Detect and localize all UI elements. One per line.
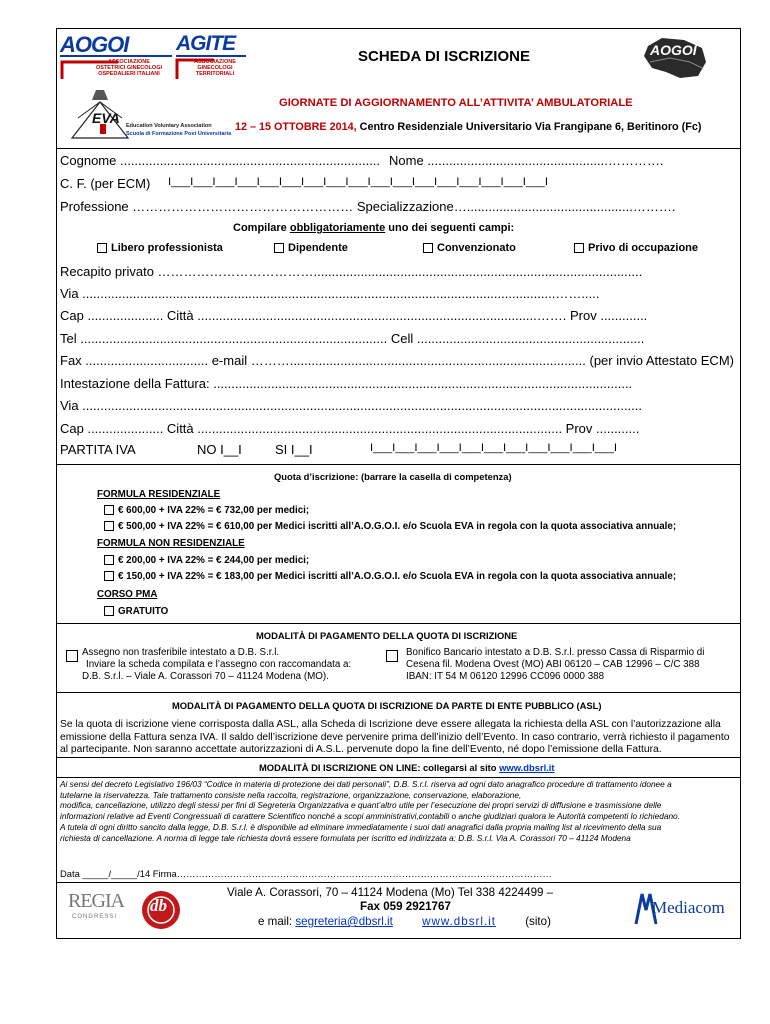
divider bbox=[56, 623, 741, 624]
privacy-line-1: Ai sensi del decreto Legislativo 196/03 “Codice in materia di protezione dei dati personali”, D.B. S.r.l. riserva ad ogni dato anagrafico procedure di trattamento idonee a bbox=[60, 779, 672, 789]
compilare-note bbox=[233, 222, 514, 234]
cap-citta-prov-field-2[interactable]: Cap ..................... Città ..................................................................................................... Prov ............ bbox=[60, 421, 640, 436]
aogoi-logo bbox=[58, 32, 176, 84]
agite-sub-2: GINECOLOGI bbox=[197, 65, 233, 71]
divider bbox=[56, 148, 741, 149]
asl-paragraph bbox=[60, 719, 740, 757]
assegno-line-2: Inviare la scheda compilata e l’assegno con raccomandata a: bbox=[86, 659, 352, 670]
option-privo-label: Privo di occupazione bbox=[588, 242, 699, 254]
divider bbox=[56, 692, 741, 693]
footer-email-link[interactable]: segreteria@dbsrl.it bbox=[295, 915, 393, 928]
footer-fax: Fax 059 2921767 bbox=[360, 900, 451, 913]
divider bbox=[56, 464, 741, 465]
assegno-text bbox=[82, 647, 351, 683]
option-convenzionato-label: Convenzionato bbox=[437, 242, 516, 254]
agite-logo bbox=[174, 32, 254, 84]
bonifico-text bbox=[406, 647, 704, 683]
asl-title: MODALITÀ DI PAGAMENTO DELLA QUOTA DI ISCRIZIONE DA PARTE DI ENTE PUBBLICO (ASL) bbox=[172, 700, 602, 711]
divider bbox=[56, 757, 741, 758]
via-field-1[interactable]: Via ...................................................................................................................................……..... bbox=[60, 286, 600, 301]
event-location: Centro Residenziale Universitario Via Frangipane 6, Beritinoro (Fc) bbox=[356, 121, 702, 133]
aogoi-logo-text: AOGOI bbox=[60, 32, 129, 57]
residenziale-option-1-label: € 600,00 + IVA 22% = € 732,00 per medici; bbox=[118, 505, 310, 516]
checkbox-icon[interactable] bbox=[97, 243, 107, 253]
via-field-2[interactable]: Via ........................................................................................................................................................... bbox=[60, 398, 642, 413]
checkbox-icon[interactable] bbox=[104, 571, 114, 581]
privacy-notice bbox=[60, 779, 740, 843]
cf-field[interactable]: I___I___I___I___I___I___I___I___I___I___I___I___I___I___I___I___I___I bbox=[168, 176, 549, 188]
non-residenziale-option-2-label: € 150,00 + IVA 22% = € 183,00 per Medici iscritti all’A.O.G.O.I. e/o Scuola EVA in regola con la quota associativa annuale; bbox=[118, 571, 677, 582]
professione-field[interactable]: Professione …………………………………………… Specializzazione…..............................................………. bbox=[60, 199, 676, 214]
event-info bbox=[235, 121, 701, 133]
partita-iva-field[interactable]: I___I___I___I___I___I___I___I___I___I___I___I bbox=[370, 442, 618, 454]
footer-contacts bbox=[258, 915, 551, 928]
partita-iva-no[interactable]: NO I__I bbox=[197, 442, 242, 457]
aogoi-regional-logo bbox=[640, 32, 710, 82]
footer-address: Viale A. Corassori, 70 – 41124 Modena (Mo) Tel 338 4224499 – bbox=[227, 886, 554, 899]
agite-sub-1: ASSOCIAZIONE bbox=[194, 59, 236, 65]
checkbox-icon[interactable] bbox=[104, 606, 114, 616]
nome-field[interactable]: Nome ..................................................…………. bbox=[389, 153, 664, 168]
partita-iva-si[interactable]: SI I__I bbox=[275, 442, 313, 457]
corso-pma-label: CORSO PMA bbox=[97, 589, 158, 600]
eva-logo bbox=[70, 88, 232, 142]
db-logo-text: db bbox=[150, 896, 167, 915]
bonifico-line-1: Bonifico Bancario intestato a D.B. S.r.l. presso Cassa di Risparmio di bbox=[406, 647, 705, 658]
privacy-line-6: richiesta di cancellazione. A norma di legge tale richiesta dovrà essere formulata per iscritto ed indirizzata a: D.B. S.r.l. Via A. Corassori 70 – 41124 Modena bbox=[60, 832, 631, 843]
cf-label: C. F. (per ECM) bbox=[60, 176, 151, 191]
asl-line-3: al partecipante. Non saranno accettate autorizzazioni di A.S.L. pervenute dopo la fine dell’Evento, né dopo l’emissione della Fattura. bbox=[60, 744, 662, 755]
assegno-line-1: Assegno non trasferibile intestato a D.B. S.r.l. bbox=[82, 647, 280, 658]
privacy-line-5: A tutela di ogni diritto sancito dalla legge, D.B. S.r.l. è disponibile ad eliminare immediatamente i suoi dati anagrafici dalla propria mailing list al ricevimento della sua bbox=[60, 821, 662, 832]
aogoi-sub-1: ASSOCIAZIONE bbox=[108, 59, 150, 65]
agite-logo-text: AGITE bbox=[176, 32, 236, 55]
aogoi-sub-2: OSTETRICI GINECOLOGI bbox=[96, 65, 163, 71]
checkbox-icon[interactable] bbox=[386, 650, 398, 662]
db-logo bbox=[140, 886, 182, 932]
online-link[interactable]: www.dbsrl.it bbox=[499, 762, 555, 773]
checkbox-icon[interactable] bbox=[574, 243, 584, 253]
formula-residenziale-label: FORMULA RESIDENZIALE bbox=[97, 489, 221, 500]
aogoi-sub-3: OSPEDALIERI ITALIANI bbox=[98, 71, 160, 77]
quota-title: Quota d’iscrizione: (barrare la casella di competenza) bbox=[274, 471, 512, 482]
option-convenzionato[interactable] bbox=[423, 242, 516, 254]
event-dates: 12 – 15 OTTOBRE 2014, bbox=[235, 121, 357, 133]
regia-logo-sub: CONGRESSI bbox=[72, 914, 118, 920]
eva-line-2: Scuola di Formazione Post Universitaria bbox=[126, 131, 232, 137]
option-dipendente[interactable] bbox=[274, 242, 348, 254]
date-signature-field[interactable]: Data _____/_____/14 Firma………………………………………………………………………………………………………… bbox=[60, 868, 552, 879]
agite-sub-3: TERRITORIALI bbox=[195, 71, 235, 77]
partita-iva-label: PARTITA IVA bbox=[60, 442, 136, 457]
footer-site-note: (sito) bbox=[525, 915, 551, 928]
compilare-underlined: obbligatoriamente bbox=[289, 222, 386, 234]
bonifico-line-2: Cesena fil. Modena Ovest (MO) ABI 06120 – CAB 12996 – C/C 388 bbox=[406, 659, 700, 670]
residenziale-option-2[interactable] bbox=[104, 521, 676, 532]
eva-logo-text: EVA bbox=[92, 110, 120, 126]
online-registration bbox=[259, 762, 555, 773]
pma-option-label: GRATUITO bbox=[118, 606, 169, 617]
bonifico-line-3: IBAN: IT 54 M 06120 12996 CC096 0000 388 bbox=[406, 671, 605, 682]
tel-cell-field[interactable]: Tel ..................................................................................... Cell ............................................................... bbox=[60, 331, 645, 346]
checkbox-icon[interactable] bbox=[104, 555, 114, 565]
footer-site-link[interactable]: www.dbsrl.it bbox=[422, 915, 496, 928]
cognome-field[interactable]: Cognome ........................................................................ bbox=[60, 153, 381, 168]
cap-citta-prov-field-1[interactable]: Cap ..................... Città ..............................................................................................……. Prov ............. bbox=[60, 308, 648, 323]
checkbox-icon[interactable] bbox=[66, 650, 78, 662]
fax-email-field[interactable]: Fax .................................. e-mail ……….................................................................................. (per invio Attestato ECM) bbox=[60, 353, 734, 368]
online-title: MODALITÀ DI ISCRIZIONE ON LINE: collegarsi al sito bbox=[259, 762, 500, 773]
checkbox-icon[interactable] bbox=[104, 521, 114, 531]
regia-logo bbox=[66, 886, 126, 932]
asl-line-2: emissione della Fattura senza IVA. Il saldo dell’iscrizione deve pervenire prima dell’inizio dell’Evento. In caso contrario, verrà richiesto il pagamento bbox=[60, 731, 730, 743]
checkbox-icon[interactable] bbox=[104, 505, 114, 515]
event-title: GIORNATE DI AGGIORNAMENTO ALL’ATTIVITA’ AMBULATORIALE bbox=[279, 97, 633, 109]
recapito-field[interactable]: Recapito privato ………………………………........................................................................................... bbox=[60, 264, 643, 279]
privacy-line-4: informazioni relative ad Eventi Congressuali di carattere Scientifico nonché a scopi amministrativi,contabili o anche giudiziari qualora le Autorità competenti lo richiedano. bbox=[60, 811, 680, 822]
formula-non-residenziale-label: FORMULA NON RESIDENZIALE bbox=[97, 538, 245, 549]
compilare-post: uno dei seguenti campi: bbox=[385, 222, 515, 234]
divider bbox=[56, 882, 741, 883]
page-title: SCHEDA DI ISCRIZIONE bbox=[358, 48, 530, 65]
residenziale-option-2-label: € 500,00 + IVA 22% = € 610,00 per Medici iscritti all’A.O.G.O.I. e/o Scuola EVA in regola con la quota associativa annuale; bbox=[118, 521, 677, 532]
mediacom-logo bbox=[634, 890, 734, 930]
checkbox-icon[interactable] bbox=[423, 243, 433, 253]
residenziale-option-1[interactable] bbox=[104, 505, 309, 516]
aogoi-regional-text: AOGOI bbox=[650, 42, 697, 58]
compilare-pre: Compilare bbox=[233, 222, 290, 234]
divider bbox=[56, 777, 741, 778]
checkbox-icon[interactable] bbox=[274, 243, 284, 253]
pma-option[interactable] bbox=[104, 606, 168, 617]
option-libero[interactable] bbox=[97, 242, 223, 254]
intestazione-field[interactable]: Intestazione della Fattura: .................................................................................................................... bbox=[60, 376, 633, 391]
non-residenziale-option-2[interactable] bbox=[104, 571, 676, 582]
privacy-line-2: tutelarne la riservatezza. Tale trattamento consiste nella raccolta, registrazione, organizzazione, conservazione, elaborazione, bbox=[60, 789, 522, 800]
non-residenziale-option-1[interactable] bbox=[104, 555, 309, 566]
assegno-line-3: D.B. S.r.l. – Viale A. Corassori 70 – 41124 Modena (MO). bbox=[82, 671, 329, 682]
mediacom-logo-text: Mediacom bbox=[652, 898, 725, 917]
payment-title: MODALITÀ DI PAGAMENTO DELLA QUOTA DI ISCRIZIONE bbox=[256, 630, 518, 641]
option-privo[interactable] bbox=[574, 242, 698, 254]
footer-email-label: e mail: bbox=[258, 915, 296, 928]
option-dipendente-label: Dipendente bbox=[288, 242, 348, 254]
asl-line-1: Se la quota di iscrizione viene corrisposta dalla ASL, alla Scheda di Iscrizione deve essere allegata la richiesta della ASL con l’autorizzazione alla bbox=[60, 719, 721, 730]
privacy-line-3: modifica, cancellazione, utilizzo degli stessi per fini di Segreteria Organizzativa e quant’altro utile per l’esecuzione dei propri servizi di diffusione e trasmissione delle bbox=[60, 800, 662, 811]
eva-line-1: Education Voluntary Association bbox=[126, 123, 212, 129]
option-libero-label: Libero professionista bbox=[111, 242, 223, 254]
non-residenziale-option-1-label: € 200,00 + IVA 22% = € 244,00 per medici; bbox=[118, 555, 310, 566]
regia-logo-text: REGIA bbox=[68, 890, 125, 912]
